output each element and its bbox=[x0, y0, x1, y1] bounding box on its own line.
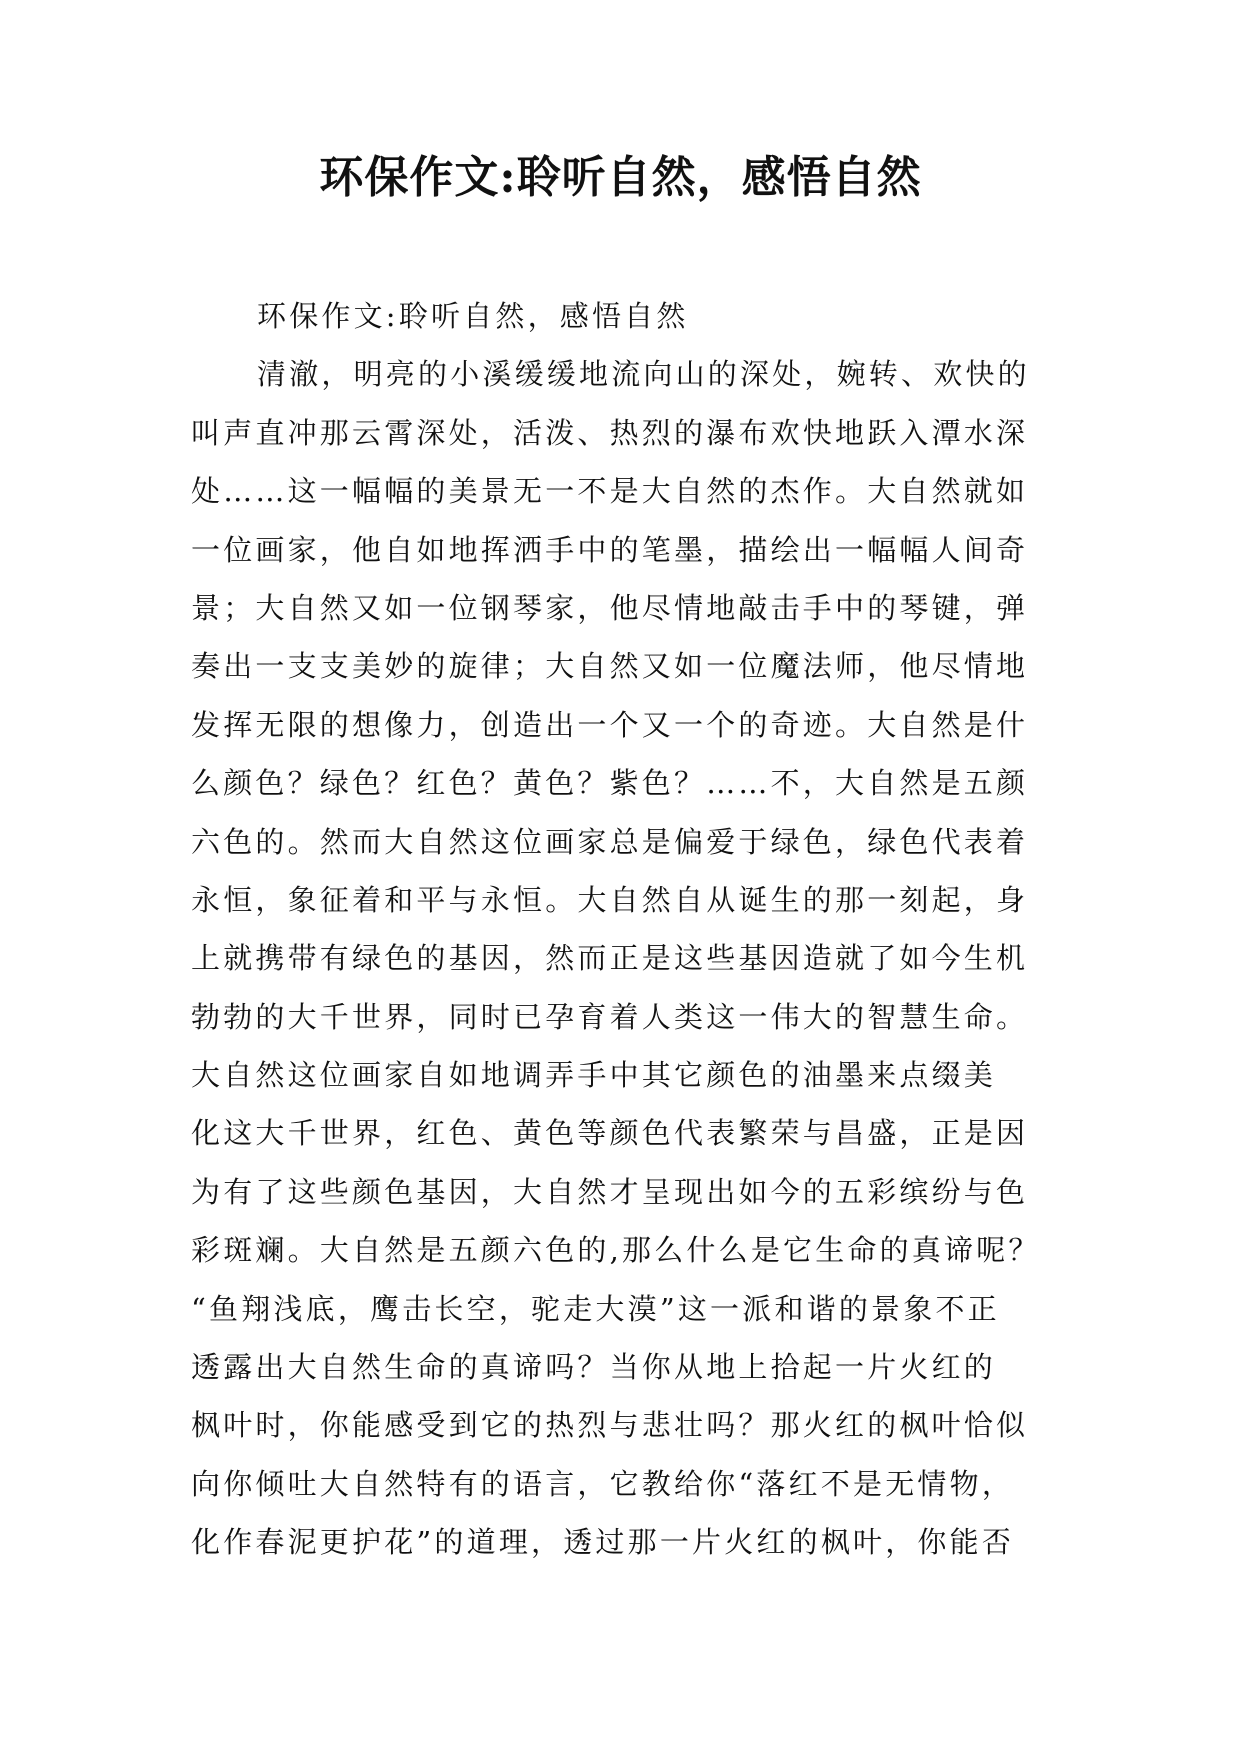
text-line: 大自然这位画家自如地调弄手中其它颜色的油墨来点缀美 bbox=[191, 1058, 997, 1093]
text-line: 叫声直冲那云霄深处，活泼、热烈的瀑布欢快地跃入潭水深 bbox=[191, 415, 1029, 450]
text-line: 勃勃的大千世界，同时已孕育着人类这一伟大的智慧生命。 bbox=[191, 999, 1029, 1034]
text-line: 透露出大自然生命的真谛吗？当你从地上拾起一片火红的 bbox=[191, 1350, 997, 1385]
text-line: 景；大自然又如一位钢琴家，他尽情地敲击手中的琴键，弹 bbox=[191, 590, 1029, 625]
text-line: 化作春泥更护花”的道理，透过那一片火红的枫叶，你能否 bbox=[191, 1525, 1015, 1560]
document-body bbox=[191, 287, 1051, 1572]
text-line: 六色的。然而大自然这位画家总是偏爱于绿色，绿色代表着 bbox=[191, 824, 1029, 859]
text-line: 向你倾吐大自然特有的语言，它教给你“落红不是无情物， bbox=[191, 1466, 1015, 1501]
text-line: 处……这一幅幅的美景无一不是大自然的杰作。大自然就如 bbox=[191, 474, 1029, 509]
text-line: 上就携带有绿色的基因，然而正是这些基因造就了如今生机 bbox=[191, 941, 1029, 976]
text-line: 清澈，明亮的小溪缓缓地流向山的深处，婉转、欢快的 bbox=[257, 357, 1030, 392]
text-line: 枫叶时，你能感受到它的热烈与悲壮吗？那火红的枫叶恰似 bbox=[191, 1408, 1029, 1443]
text-line: 么颜色？绿色？红色？黄色？紫色？……不，大自然是五颜 bbox=[191, 766, 1029, 801]
text-line: 一位画家，他自如地挥洒手中的笔墨，描绘出一幅幅人间奇 bbox=[191, 532, 1029, 567]
text-line: 奏出一支支美妙的旋律；大自然又如一位魔法师，他尽情地 bbox=[191, 649, 1029, 684]
text-line: 发挥无限的想像力，创造出一个又一个的奇迹。大自然是什 bbox=[191, 707, 1029, 742]
text-line: 为有了这些颜色基因，大自然才呈现出如今的五彩缤纷与色 bbox=[191, 1174, 1029, 1209]
text-line: 彩斑斓。大自然是五颜六色的,那么什么是它生命的真谛呢？ bbox=[191, 1233, 1041, 1268]
text-line: “鱼翔浅底，鹰击长空，驼走大漠”这一派和谐的景象不正 bbox=[191, 1291, 1000, 1326]
text-line: 化这大千世界，红色、黄色等颜色代表繁荣与昌盛，正是因 bbox=[191, 1116, 1029, 1151]
text-line: 永恒，象征着和平与永恒。大自然自从诞生的那一刻起，身 bbox=[191, 882, 1029, 917]
text-line: 环保作文:聆听自然，感悟自然 bbox=[257, 299, 689, 333]
document-title: 环保作文:聆听自然，感悟自然 bbox=[319, 152, 922, 203]
